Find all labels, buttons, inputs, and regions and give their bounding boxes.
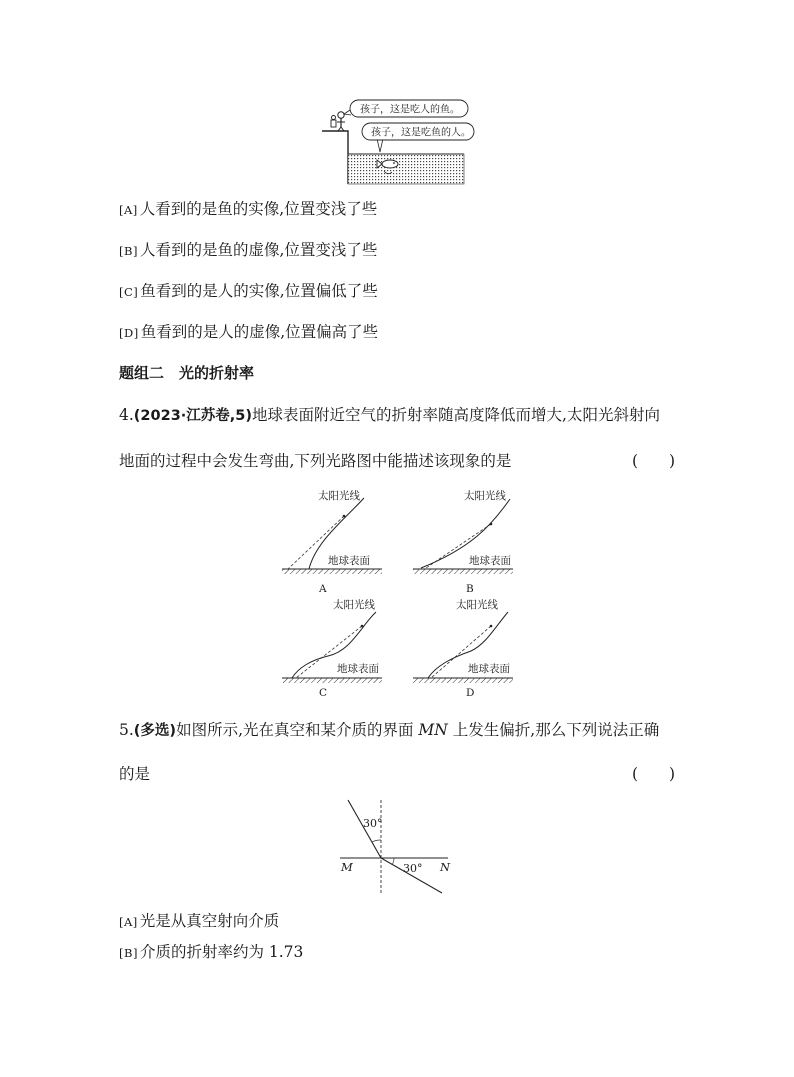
option-text: 鱼看到的是人的实像,位置偏低了些 <box>140 282 378 300</box>
refraction-figure <box>336 798 456 898</box>
diagram-c-letter: C <box>319 687 328 696</box>
option-text: 光是从真空射向介质 <box>139 912 280 930</box>
diagram-b-letter: B <box>466 583 474 595</box>
q4-line1 <box>119 403 660 425</box>
q3-option-d <box>119 320 378 342</box>
option-text: 介质的折射率约为 1.73 <box>139 943 304 961</box>
speech-bubble-bottom-text: 孩子，这是吃鱼的人。 <box>371 127 471 139</box>
q5-text-a: 如图所示,光在真空和某介质的界面 <box>176 721 419 739</box>
q4-answer-paren: ( ) <box>632 452 676 470</box>
q5-option-b <box>119 940 303 962</box>
q4-source: (2023·江苏卷,5) <box>133 408 253 424</box>
diagram-b-sun-label: 太阳光线 <box>464 490 506 502</box>
q4-number: 4. <box>119 406 134 424</box>
option-text: 鱼看到的是人的虚像,位置偏高了些 <box>140 323 379 341</box>
q5-mn-label: MN <box>418 721 448 739</box>
diagram-b-ground-label: 地球表面 <box>469 555 511 567</box>
q5-option-a <box>119 909 279 931</box>
angle-bottom-label: 30° <box>403 862 423 875</box>
diagram-a-letter: A <box>319 583 327 595</box>
q5-text-b: 上发生偏折,那么下列说法正确 <box>447 721 660 739</box>
person-icon <box>331 112 345 131</box>
fish-person-figure <box>318 98 478 188</box>
q5-answer-paren: ( ) <box>632 765 676 783</box>
option-tag: [D] <box>119 326 139 340</box>
q4-text-line1: 地球表面附近空气的折射率随高度降低而增大,太阳光斜射向 <box>252 406 660 424</box>
diagram-d-letter: D <box>466 687 475 696</box>
option-tag: [A] <box>119 203 138 217</box>
diagram-d <box>413 598 513 696</box>
q4-line2: 地面的过程中会发生弯曲,下列光路图中能描述该现象的是 <box>119 452 512 470</box>
diagram-c-sun-label: 太阳光线 <box>333 599 375 611</box>
label-n: N <box>440 860 451 874</box>
angle-top-label: 30° <box>363 817 383 830</box>
option-tag: [C] <box>119 285 139 299</box>
q5-number: 5. <box>119 721 134 739</box>
diagram-c <box>282 598 382 696</box>
diagram-a <box>282 489 382 595</box>
option-text: 人看到的是鱼的实像,位置变浅了些 <box>139 200 378 218</box>
q3-option-b <box>119 238 377 260</box>
option-tag: [A] <box>119 915 138 929</box>
q5-line1 <box>119 718 659 740</box>
q4-diagrams <box>276 486 516 696</box>
diagram-a-ground-label: 地球表面 <box>328 555 370 567</box>
q5-line2: 的是 <box>119 765 151 783</box>
q5-tag: (多选) <box>133 723 177 739</box>
label-m: M <box>341 860 353 874</box>
q3-option-a <box>119 197 377 219</box>
diagram-c-ground-label: 地球表面 <box>337 663 379 675</box>
speech-bubble-top-text: 孩子，这是吃人的鱼。 <box>360 104 460 116</box>
option-tag: [B] <box>119 946 138 960</box>
diagram-b <box>413 489 513 595</box>
q3-option-c <box>119 279 378 301</box>
diagram-a-sun-label: 太阳光线 <box>318 490 360 502</box>
section-heading: 题组二 光的折射率 <box>119 364 255 382</box>
diagram-d-ground-label: 地球表面 <box>468 663 510 675</box>
option-text: 人看到的是鱼的虚像,位置变浅了些 <box>139 241 378 259</box>
option-tag: [B] <box>119 244 138 258</box>
diagram-d-sun-label: 太阳光线 <box>456 599 498 611</box>
